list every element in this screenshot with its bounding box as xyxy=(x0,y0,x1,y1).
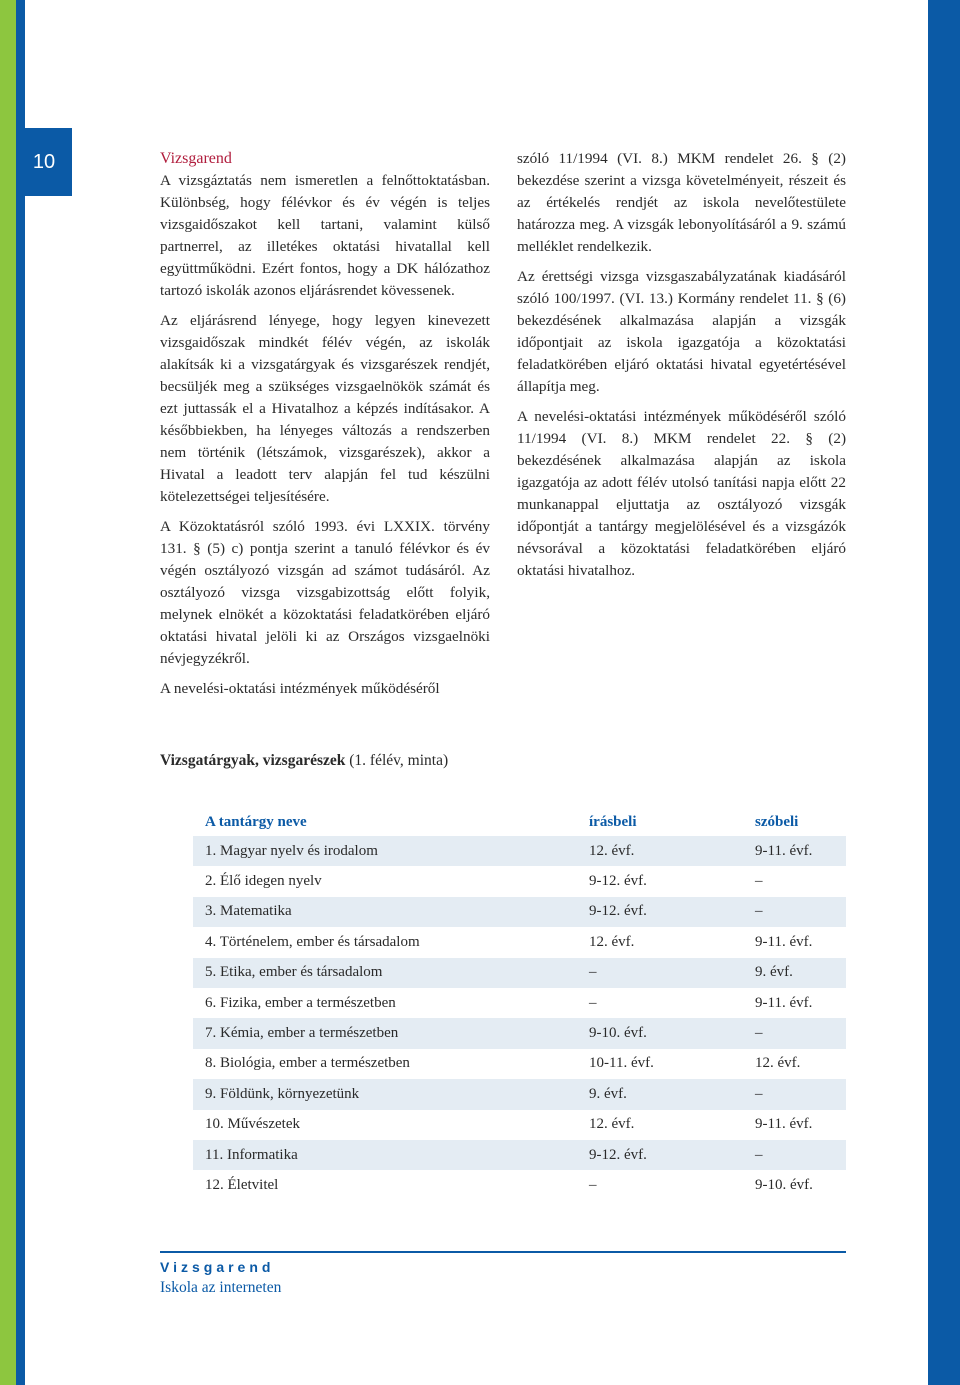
table-row xyxy=(193,1170,846,1200)
table-title-bold: Vizsgatárgyak, vizsgarészek xyxy=(160,752,346,769)
footer-divider xyxy=(160,1251,846,1253)
paragraph: szóló 11/1994 (VI. 8.) MKM rendelet 26. § (2) bekezdése szerint a vizsga követelményeit, részeit és az értékelés rendjét az iskola nevelőtestülete határozza meg. A vizsgák lebonyolításáról a 9. számú melléklet rendelkezik. xyxy=(517,150,846,255)
cell-subject: 1. Magyar nyelv és irodalom xyxy=(193,836,577,866)
paragraph: Az eljárásrend lényege, hogy legyen kinevezett vizsgaidőszak mindkét félév végén, az iskolák alakítsák ki a vizsgatárgyak és vizsgarészek rendjét, becsüljék meg a szükséges vizsgaelnökök számát és ezt juttassák el a Hivatalhoz a képzés indításakor. A későbbiekben, ha lényeges változás a rendszerben nem történik (létszámok, vizsgarészek), akkor a Hivatal a leadott terv alapján fel tud készülni kötelezettségei teljesítésére. xyxy=(160,312,490,505)
cell-subject: 9. Földünk, környezetünk xyxy=(193,1079,577,1109)
paragraph: Az érettségi vizsga vizsgaszabályzatának kiadásáról szóló 100/1997. (VI. 13.) Kormány rendelet 11. § (6) bekezdésének alkalmazása alapján a vizsgák időpontjait az iskola igazgatója a közoktatási feladatkörében eljáró oktatási hivatal egyetértésével állapítja meg. xyxy=(517,268,846,395)
cell-oral: 9-11. évf. xyxy=(743,836,846,866)
cell-written: 12. évf. xyxy=(577,836,743,866)
cell-written: 9-12. évf. xyxy=(577,897,743,927)
table-row xyxy=(193,1018,846,1048)
left-column xyxy=(160,148,490,708)
header-written: írásbeli xyxy=(589,813,637,830)
table-row xyxy=(193,988,846,1018)
cell-written: 9. évf. xyxy=(577,1079,743,1109)
paragraph: A Közoktatásról szóló 1993. évi LXXIX. törvény 131. § (5) c) pontja szerint a tanuló félévkor és év végén osztályozó vizsgán ad számot tudásáról. Az osztályozó vizsga vizsgabizottság előtt folyik, melynek elnökét a közoktatási feladatkörében eljáró oktatási hivatal jelöli ki az Országos vizsgaelnöki névjegyzékről. xyxy=(160,518,490,667)
cell-oral: 9-10. évf. xyxy=(755,1176,813,1193)
cell-written: 9-12. évf. xyxy=(577,1140,743,1170)
cell-subject: 7. Kémia, ember a természetben xyxy=(193,1018,577,1048)
cell-subject: 2. Élő idegen nyelv xyxy=(205,873,322,890)
table-row xyxy=(193,1140,846,1170)
cell-written: – xyxy=(589,994,597,1011)
cell-subject: 4. Történelem, ember és társadalom xyxy=(205,933,420,950)
table-row xyxy=(193,836,846,866)
table-title-rest: (1. félév, minta) xyxy=(349,752,449,769)
subjects-table xyxy=(193,808,846,1201)
cell-oral: 9-11. évf. xyxy=(755,1116,813,1133)
cell-written: 9-12. évf. xyxy=(589,873,647,890)
cell-oral: – xyxy=(743,897,846,927)
cell-subject: 11. Informatika xyxy=(193,1140,577,1170)
table-row xyxy=(193,927,846,957)
cell-oral: 12. évf. xyxy=(755,1055,801,1072)
cell-subject: 5. Etika, ember és társadalom xyxy=(193,958,577,988)
cell-written: 9-10. évf. xyxy=(577,1018,743,1048)
cell-subject: 6. Fizika, ember a természetben xyxy=(205,994,396,1011)
cell-written: 12. évf. xyxy=(589,1116,635,1133)
section-title: Vizsgarend xyxy=(160,150,232,167)
cell-subject: 3. Matematika xyxy=(193,897,577,927)
cell-subject: 8. Biológia, ember a természetben xyxy=(205,1055,410,1072)
cell-oral: – xyxy=(743,1140,846,1170)
table-row xyxy=(193,897,846,927)
cell-written: 12. évf. xyxy=(589,933,635,950)
cell-written: – xyxy=(577,958,743,988)
cell-oral: – xyxy=(743,1018,846,1048)
table-row xyxy=(193,1110,846,1140)
cell-subject: 10. Művészetek xyxy=(205,1116,300,1133)
cell-oral: – xyxy=(755,873,763,890)
paragraph: A vizsgáztatás nem ismeretlen a felnőttoktatásban. Különbség, hogy félévkor és év végén is teljes vizsgaidőszakot kell tartani, valamint külső partnerrel, az illetékes oktatási hivatallal kell együttműködni. Ezért fontos, hogy a DK hálózathoz tartozó iskolák azonos eljárásrendet kövessenek. xyxy=(160,172,490,299)
paragraph: A nevelési-oktatási intézmények működéséről xyxy=(160,680,440,697)
page-number: 10 xyxy=(16,128,72,196)
header-oral: szóbeli xyxy=(755,813,799,830)
green-side-stripe xyxy=(0,0,16,1385)
cell-oral: – xyxy=(743,1079,846,1109)
paragraph: A nevelési-oktatási intézmények működéséről szóló 11/1994 (VI. 8.) MKM rendelet 22. § (2) bekezdésének alkalmazása alapján az iskola igazgatója az adott félév utolsó tanítási napja előtt 22 munkanappal eljuttatja az osztályozó vizsgák időpontját a tantárgy megjelölésével és a vizsgázók névsorával a közoktatási feladatkörében eljáró oktatási hivatalhoz. xyxy=(517,408,846,579)
cell-subject: 12. Életvitel xyxy=(205,1176,279,1193)
right-column xyxy=(517,148,846,590)
cell-oral: 9. évf. xyxy=(743,958,846,988)
table-row xyxy=(193,1079,846,1109)
blue-side-stripe xyxy=(16,0,25,1385)
header-subject: A tantárgy neve xyxy=(205,813,307,830)
footer-subtitle: Iskola az interneten xyxy=(160,1279,282,1296)
cell-oral: 9-11. évf. xyxy=(755,994,813,1011)
footer-title: Vizsgarend xyxy=(160,1259,275,1275)
table-row xyxy=(193,1049,846,1079)
cell-written: – xyxy=(589,1176,597,1193)
table-row xyxy=(193,958,846,988)
cell-oral: 9-11. évf. xyxy=(755,933,813,950)
right-blue-stripe xyxy=(928,0,960,1385)
cell-written: 10-11. évf. xyxy=(589,1055,654,1072)
table-row xyxy=(193,866,846,896)
table-title xyxy=(160,752,448,770)
table-header-row xyxy=(193,808,846,836)
